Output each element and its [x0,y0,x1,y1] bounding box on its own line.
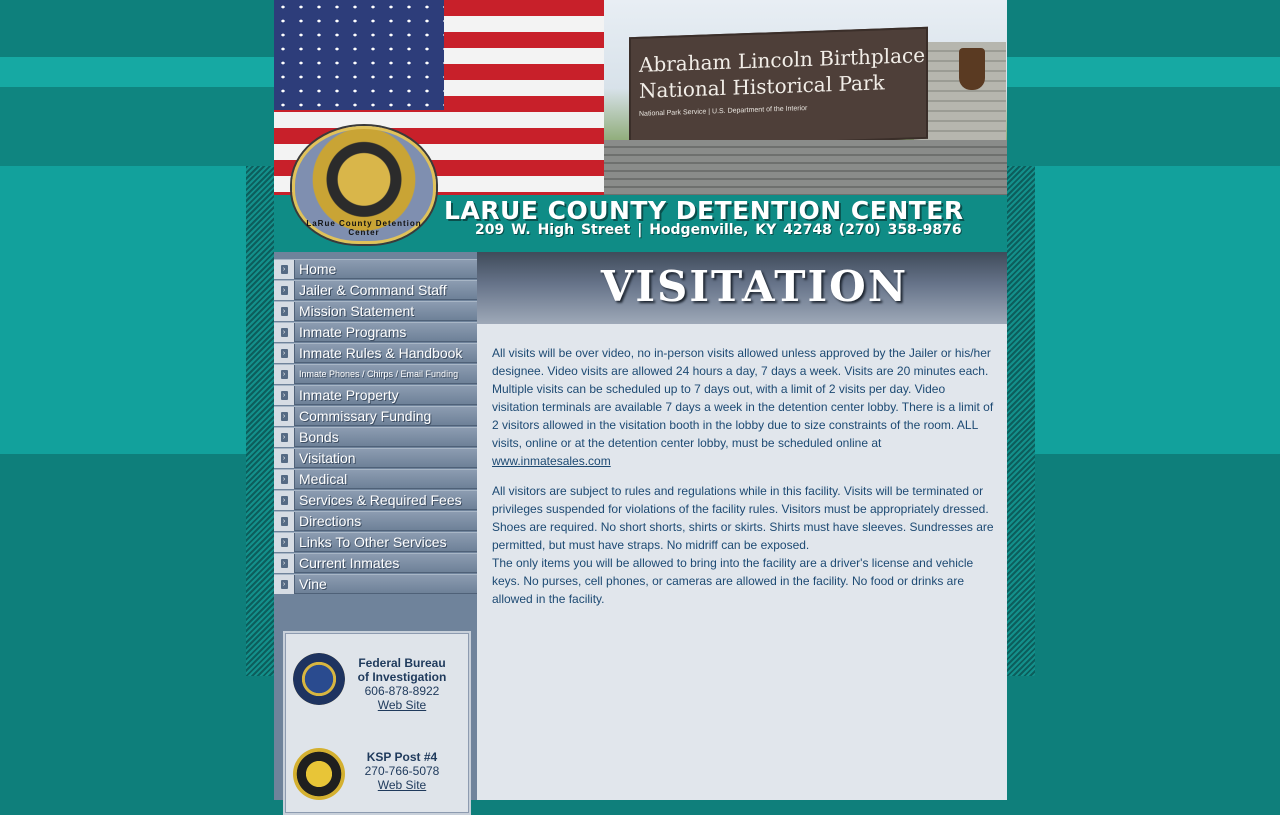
fbi-website-link[interactable]: Web Site [377,698,427,712]
nav-item-medical[interactable] [274,469,477,489]
nav-item-directions[interactable] [274,511,477,531]
nav-bullet-icon: › [274,575,295,594]
sidebar [274,252,477,800]
nav-bullet-icon: › [274,533,295,552]
nav-item-label: Directions [299,513,362,529]
nav-item-inmate-rules-handbook[interactable] [274,343,477,363]
fbi-name-line2: of Investigation [357,670,447,684]
fbi-info [347,656,457,712]
site-title: LARUE COUNTY DETENTION CENTER [444,196,964,225]
page-container [274,0,1007,800]
nav-bullet-icon: › [274,428,295,447]
paragraph-text: All visits will be over video, no in-person visits allowed unless approved by the Jailer or his/her designee. Video visits are allowed 24 hours a day, 7 days a week. Visits are 20 minutes each. Multiple visits can be scheduled up to 7 days out, with a limit of 2 visits per day. Video visitation terminals are available 7 days a week in the detention center lobby. There is a limit of 2 visitors allowed in the visitation booth in the lobby due to size constraints of the room. ALL visits, online or at the detention center lobby, must be scheduled online at [492,346,994,450]
inmatesales-link[interactable]: www.inmatesales.com [492,454,611,468]
park-sign-line3: National Park Service | U.S. Department of the Interior [639,104,808,118]
stone-wall [604,140,1007,196]
main-content [477,252,1007,800]
nav-item-label: Inmate Property [299,387,399,403]
nav-bullet-icon: › [274,470,295,489]
visitation-paragraph-1 [492,344,995,470]
nav-item-mission-statement[interactable] [274,301,477,321]
nav-bullet-icon: › [274,407,295,426]
nav-item-label: Links To Other Services [299,534,447,550]
nav-bullet-icon: › [274,365,295,384]
nav-item-inmate-phones[interactable] [274,364,477,384]
visitation-paragraph-2: All visitors are subject to rules and regulations while in this facility. Visits will be terminated or privileges suspended for violations of the facility rules. Visitors must be appropriately dressed. Shoes are required. No short shorts, shirts or skirts. Shirts must have sleeves. Sundresses are permitted, but must have straps. No midriff can be exposed. [492,484,994,552]
nav-item-label: Bonds [299,429,339,445]
nav-item-label: Inmate Phones / Chirps / Email Funding [299,369,459,379]
nav-item-label: Home [299,261,337,277]
nav-bullet-icon: › [274,260,295,279]
nav-item-label: Inmate Rules & Handbook [299,345,463,361]
site-header [274,0,1007,252]
nav-item-current-inmates[interactable] [274,553,477,573]
ksp-name: KSP Post #4 [366,750,438,764]
flag-canton [274,0,444,110]
nav-bullet-icon: › [274,554,295,573]
fbi-seal-icon [293,653,345,705]
park-sign [629,27,928,149]
ksp-badge-icon [293,748,345,800]
nav-bullet-icon: › [274,323,295,342]
nav-item-label: Vine [299,576,327,592]
visitation-paragraph-3: The only items you will be allowed to bring into the facility are a driver's license and vehicle keys. No purses, cell phones, or cameras are allowed in the facility. No food or drinks are allowed in the facility. [492,556,974,606]
hatch-border-right [1007,166,1035,676]
page-title: VISITATION [600,262,909,311]
nav-item-label: Medical [299,471,348,487]
nav-bullet-icon: › [274,491,295,510]
content-body [492,344,995,620]
nav-item-label: Services & Required Fees [299,492,462,508]
nps-arrowhead-icon [959,48,985,90]
nav-item-label: Visitation [299,450,356,466]
nav-bullet-icon: › [274,302,295,321]
main-nav [274,259,477,595]
nav-item-label: Inmate Programs [299,324,407,340]
nav-bullet-icon: › [274,386,295,405]
detention-center-seal-logo [292,126,436,244]
hatch-border-left [246,166,274,676]
nav-bullet-icon: › [274,281,295,300]
seal-text: LaRue County Detention Center [306,219,422,237]
site-address: 209 W. High Street | Hodgenville, KY 42748 (270) 358-9876 [475,222,962,238]
external-links-box [283,631,471,815]
nav-bullet-icon: › [274,449,295,468]
nav-item-label: Jailer & Command Staff [299,282,447,298]
nav-item-vine[interactable] [274,574,477,594]
nav-bullet-icon: › [274,344,295,363]
nav-item-inmate-property[interactable] [274,385,477,405]
ksp-info [347,750,457,792]
nav-item-label: Commissary Funding [299,408,432,424]
page-banner [477,252,1007,324]
park-sign-line2: National Historical Park [639,70,885,103]
nav-item-services-required-fees[interactable] [274,490,477,510]
nav-bullet-icon: › [274,512,295,531]
nav-item-label: Current Inmates [299,555,400,571]
fbi-phone: 606-878-8922 [364,684,440,698]
nav-item-inmate-programs[interactable] [274,322,477,342]
park-sign-line1: Abraham Lincoln Birthplace [639,42,926,77]
ksp-website-link[interactable]: Web Site [377,778,427,792]
fbi-name-line1: Federal Bureau [358,656,446,670]
ksp-phone: 270-766-5078 [364,764,440,778]
nav-item-bonds[interactable] [274,427,477,447]
nav-item-label: Mission Statement [299,303,415,319]
nav-item-home[interactable] [274,259,477,279]
nav-item-commissary-funding[interactable] [274,406,477,426]
nav-item-visitation[interactable] [274,448,477,468]
nav-item-links-other-services[interactable] [274,532,477,552]
nav-item-jailer-command-staff[interactable] [274,280,477,300]
